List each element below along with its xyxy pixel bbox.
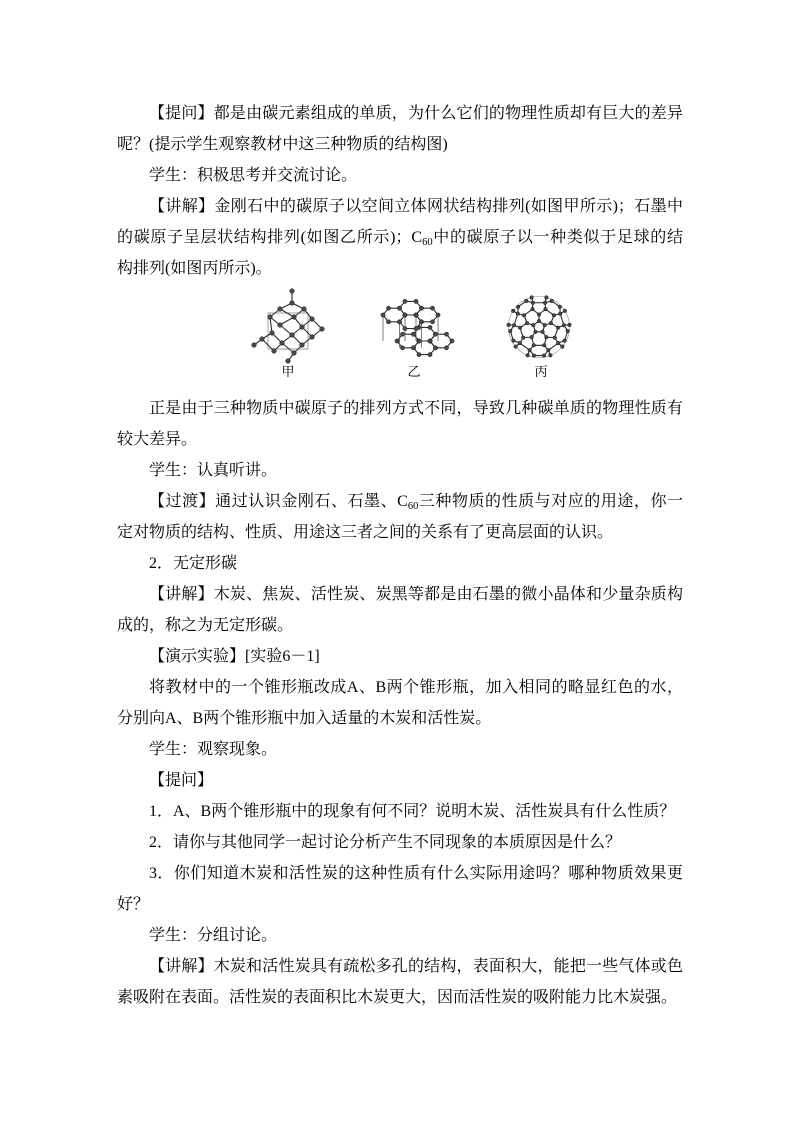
carbon-atom xyxy=(290,301,295,306)
text-line: 呢？(提示学生观察教材中这三种物质的结构图) xyxy=(117,136,448,153)
carbon-atom xyxy=(526,353,530,357)
student-response xyxy=(117,734,683,765)
figure-label-diamond: 甲 xyxy=(281,364,295,379)
carbon-atom xyxy=(430,306,434,310)
demo-experiment-heading xyxy=(117,641,683,672)
carbon-atom xyxy=(397,320,401,324)
question-item xyxy=(117,858,683,920)
carbon-atom xyxy=(403,299,407,303)
carbon-atom xyxy=(403,327,407,331)
carbon-atom xyxy=(386,320,390,324)
text-line: 构排列(如图丙所示)。 xyxy=(117,260,272,277)
carbon-atom xyxy=(508,329,512,333)
carbon-atom xyxy=(252,343,257,348)
text-segment: 【过渡】通过认识金刚石、石墨、 xyxy=(149,493,398,510)
text-line: 成的，称之为无定形碳。 xyxy=(117,617,294,634)
carbon-atom xyxy=(542,354,546,358)
text-line: 分别向A、B两个锥形瓶中加入适量的木炭和活性炭。 xyxy=(117,710,492,727)
carbon-atom xyxy=(278,323,283,328)
carbon-atom xyxy=(270,331,275,336)
carbon-atom xyxy=(511,309,515,313)
text-segment: 中的碳原子以一种类似于足球的结 xyxy=(432,229,683,246)
carbon-atom xyxy=(562,323,566,327)
diamond-icon xyxy=(248,287,328,365)
carbon-atom xyxy=(260,337,265,342)
carbon-atom xyxy=(522,314,526,318)
question-heading xyxy=(117,765,683,796)
carbon-atom xyxy=(290,289,295,294)
carbon-atom xyxy=(516,312,520,316)
carbon-atom xyxy=(530,335,534,339)
text-line: 定对物质的结构、性质、用途这三者之间的关系有了更高层面的认识。 xyxy=(117,524,614,541)
carbon-atom xyxy=(417,339,421,343)
carbon-atom xyxy=(400,346,404,350)
carbon-atom xyxy=(549,353,553,357)
carbon-atom xyxy=(310,317,315,322)
text-line: 较大差异。 xyxy=(117,431,198,448)
chemical-symbol: C xyxy=(397,493,408,510)
section-heading xyxy=(117,548,683,579)
explanation-paragraph xyxy=(117,579,683,641)
carbon-atom xyxy=(537,319,541,323)
carbon-atom xyxy=(556,341,560,345)
carbon-atom xyxy=(545,296,549,300)
text-line: 【讲解】木炭和活性炭具有疏松多孔的结构，表面积大，能把一些气体或色 xyxy=(149,958,683,975)
carbon-atom xyxy=(518,341,522,345)
fullerene-c60-icon xyxy=(504,292,574,362)
carbon-atom xyxy=(568,323,572,327)
carbon-atom xyxy=(292,351,297,356)
carbon-atom xyxy=(549,321,553,325)
text-line xyxy=(117,222,683,253)
carbon-atom xyxy=(558,312,562,316)
text-line: 【提问】 xyxy=(149,772,214,789)
carbon-atom xyxy=(414,313,418,317)
carbon-atom xyxy=(433,332,437,336)
text-line: 素吸附在表面。活性炭的表面积比木炭更大，因而活性炭的吸附能力比木炭强。 xyxy=(117,989,678,1006)
carbon-atom xyxy=(280,341,285,346)
carbon-atom xyxy=(419,306,423,310)
carbon-atom xyxy=(543,301,547,305)
carbon-atom xyxy=(532,343,536,347)
text-line: 3．你们知道木炭和活性炭的这种性质有什么实际用途吗？哪种物质效果更 xyxy=(149,865,683,882)
carbon-atom xyxy=(544,307,548,311)
carbon-atom xyxy=(268,315,273,320)
carbon-atom xyxy=(403,313,407,317)
text-line: 学生：分组讨论。 xyxy=(149,927,278,944)
carbon-atom xyxy=(302,307,307,312)
carbon-atom xyxy=(444,346,448,350)
text-line: 2．请你与其他同学一起讨论分析产生不同现象的本质原因是什么？ xyxy=(149,834,622,851)
carbon-atom xyxy=(419,320,423,324)
text-line: 【讲解】金刚石中的碳原子以空间立体网状结构排列(如图甲所示)；石墨中 xyxy=(149,198,683,215)
student-response xyxy=(117,160,683,191)
carbon-atom xyxy=(428,339,432,343)
carbon-atom xyxy=(556,326,560,330)
carbon-atom xyxy=(528,348,532,352)
carbon-atom xyxy=(278,307,283,312)
text-line xyxy=(117,486,683,517)
text-segment: 的碳原子呈层状结构排列(如图乙所示)； xyxy=(117,229,412,246)
carbon-atom xyxy=(525,321,529,325)
carbon-atom xyxy=(532,354,536,358)
carbon-atom xyxy=(530,296,534,300)
carbon-atom xyxy=(531,301,535,305)
carbon-atom xyxy=(531,307,535,311)
carbon-atom xyxy=(563,309,567,313)
carbon-atom xyxy=(543,323,547,327)
carbon-atom xyxy=(411,332,415,336)
text-line: 学生：积极思考并交流讨论。 xyxy=(149,167,358,184)
carbon-atom xyxy=(395,339,399,343)
carbon-atom xyxy=(320,327,325,332)
chemical-symbol: C xyxy=(411,229,423,246)
question-paragraph xyxy=(117,98,683,160)
carbon-atom xyxy=(300,325,305,330)
carbon-atom xyxy=(381,313,385,317)
carbon-atom xyxy=(428,325,432,329)
student-response xyxy=(117,455,683,486)
text-line: 好？ xyxy=(117,896,150,913)
carbon-atom xyxy=(272,349,277,354)
carbon-atom xyxy=(300,343,305,348)
carbon-atom xyxy=(541,330,545,334)
carbon-atom xyxy=(444,332,448,336)
explanation-paragraph xyxy=(117,191,683,284)
carbon-atom xyxy=(290,333,295,338)
text-line: 【演示实验】[实验6－1] xyxy=(149,648,320,665)
carbon-atom xyxy=(561,345,565,349)
carbon-atom xyxy=(430,320,434,324)
carbon-atom xyxy=(537,313,541,317)
carbon-atom xyxy=(512,323,516,327)
text-line: 【讲解】木炭、焦炭、活性炭、炭黑等都是由石墨的微小晶体和少量杂质构 xyxy=(149,586,683,603)
carbon-atom xyxy=(428,353,432,357)
carbon-atom xyxy=(521,336,525,340)
chemical-subscript: 60 xyxy=(422,237,433,248)
carbon-atom xyxy=(542,343,546,347)
text-line: 将教材中的一个锥形瓶改成A、B两个锥形瓶，加入相同的略显红色的水， xyxy=(149,679,683,696)
carbon-atom xyxy=(553,336,557,340)
text-line: 1．A、B两个锥形瓶中的现象有何不同？说明木炭、活性炭具有什么性质？ xyxy=(149,803,676,820)
carbon-atom xyxy=(563,339,567,343)
carbon-atom xyxy=(545,335,549,339)
experiment-procedure xyxy=(117,672,683,734)
question-item xyxy=(117,827,683,858)
explanation-paragraph xyxy=(117,951,683,1013)
text-line: 学生：认真听讲。 xyxy=(149,462,278,479)
text-segment: 三种物质的性质与对应的用途，你一 xyxy=(418,493,683,510)
carbon-atom xyxy=(547,348,551,352)
carbon-atom xyxy=(411,346,415,350)
figure-label-graphite: 乙 xyxy=(407,364,421,379)
carbon-atom xyxy=(534,330,538,334)
text-line: 学生：观察现象。 xyxy=(149,741,278,758)
carbon-atom xyxy=(514,345,518,349)
carbon-atom xyxy=(436,313,440,317)
carbon-atom xyxy=(552,314,556,318)
text-line: 2．无定形碳 xyxy=(149,555,238,572)
conclusion-paragraph xyxy=(117,393,683,455)
carbon-atom xyxy=(558,305,562,309)
carbon-atom xyxy=(417,353,421,357)
student-response xyxy=(117,920,683,951)
carbon-atom xyxy=(286,359,291,364)
carbon-atom xyxy=(310,335,315,340)
carbon-atom xyxy=(386,306,390,310)
graphite-icon xyxy=(378,298,456,358)
carbon-atom xyxy=(512,339,516,343)
question-item xyxy=(117,796,683,827)
document-body xyxy=(117,98,683,1013)
carbon-atom xyxy=(531,323,535,327)
carbon-atom xyxy=(518,326,522,330)
figure-label-c60: 丙 xyxy=(534,364,548,379)
carbon-atom xyxy=(292,315,297,320)
carbon-atom xyxy=(450,339,454,343)
carbon-structures-figure xyxy=(117,284,683,393)
chemical-subscript: 60 xyxy=(407,501,419,512)
carbon-atom xyxy=(550,299,554,303)
carbon-atom xyxy=(507,323,511,327)
carbon-atom xyxy=(433,346,437,350)
carbon-atom xyxy=(397,306,401,310)
text-line: 【提问】都是由碳元素组成的单质，为什么它们的物理性质却有巨大的差异 xyxy=(149,105,683,122)
carbon-atom xyxy=(516,305,520,309)
transition-paragraph xyxy=(117,486,683,548)
text-line: 正是由于三种物质中碳原子的排列方式不同，导致几种碳单质的物理性质有 xyxy=(149,400,683,417)
carbon-atom xyxy=(414,327,418,331)
carbon-atom xyxy=(524,299,528,303)
carbon-atom xyxy=(400,332,404,336)
carbon-atom xyxy=(414,299,418,303)
carbon-atom xyxy=(566,329,570,333)
